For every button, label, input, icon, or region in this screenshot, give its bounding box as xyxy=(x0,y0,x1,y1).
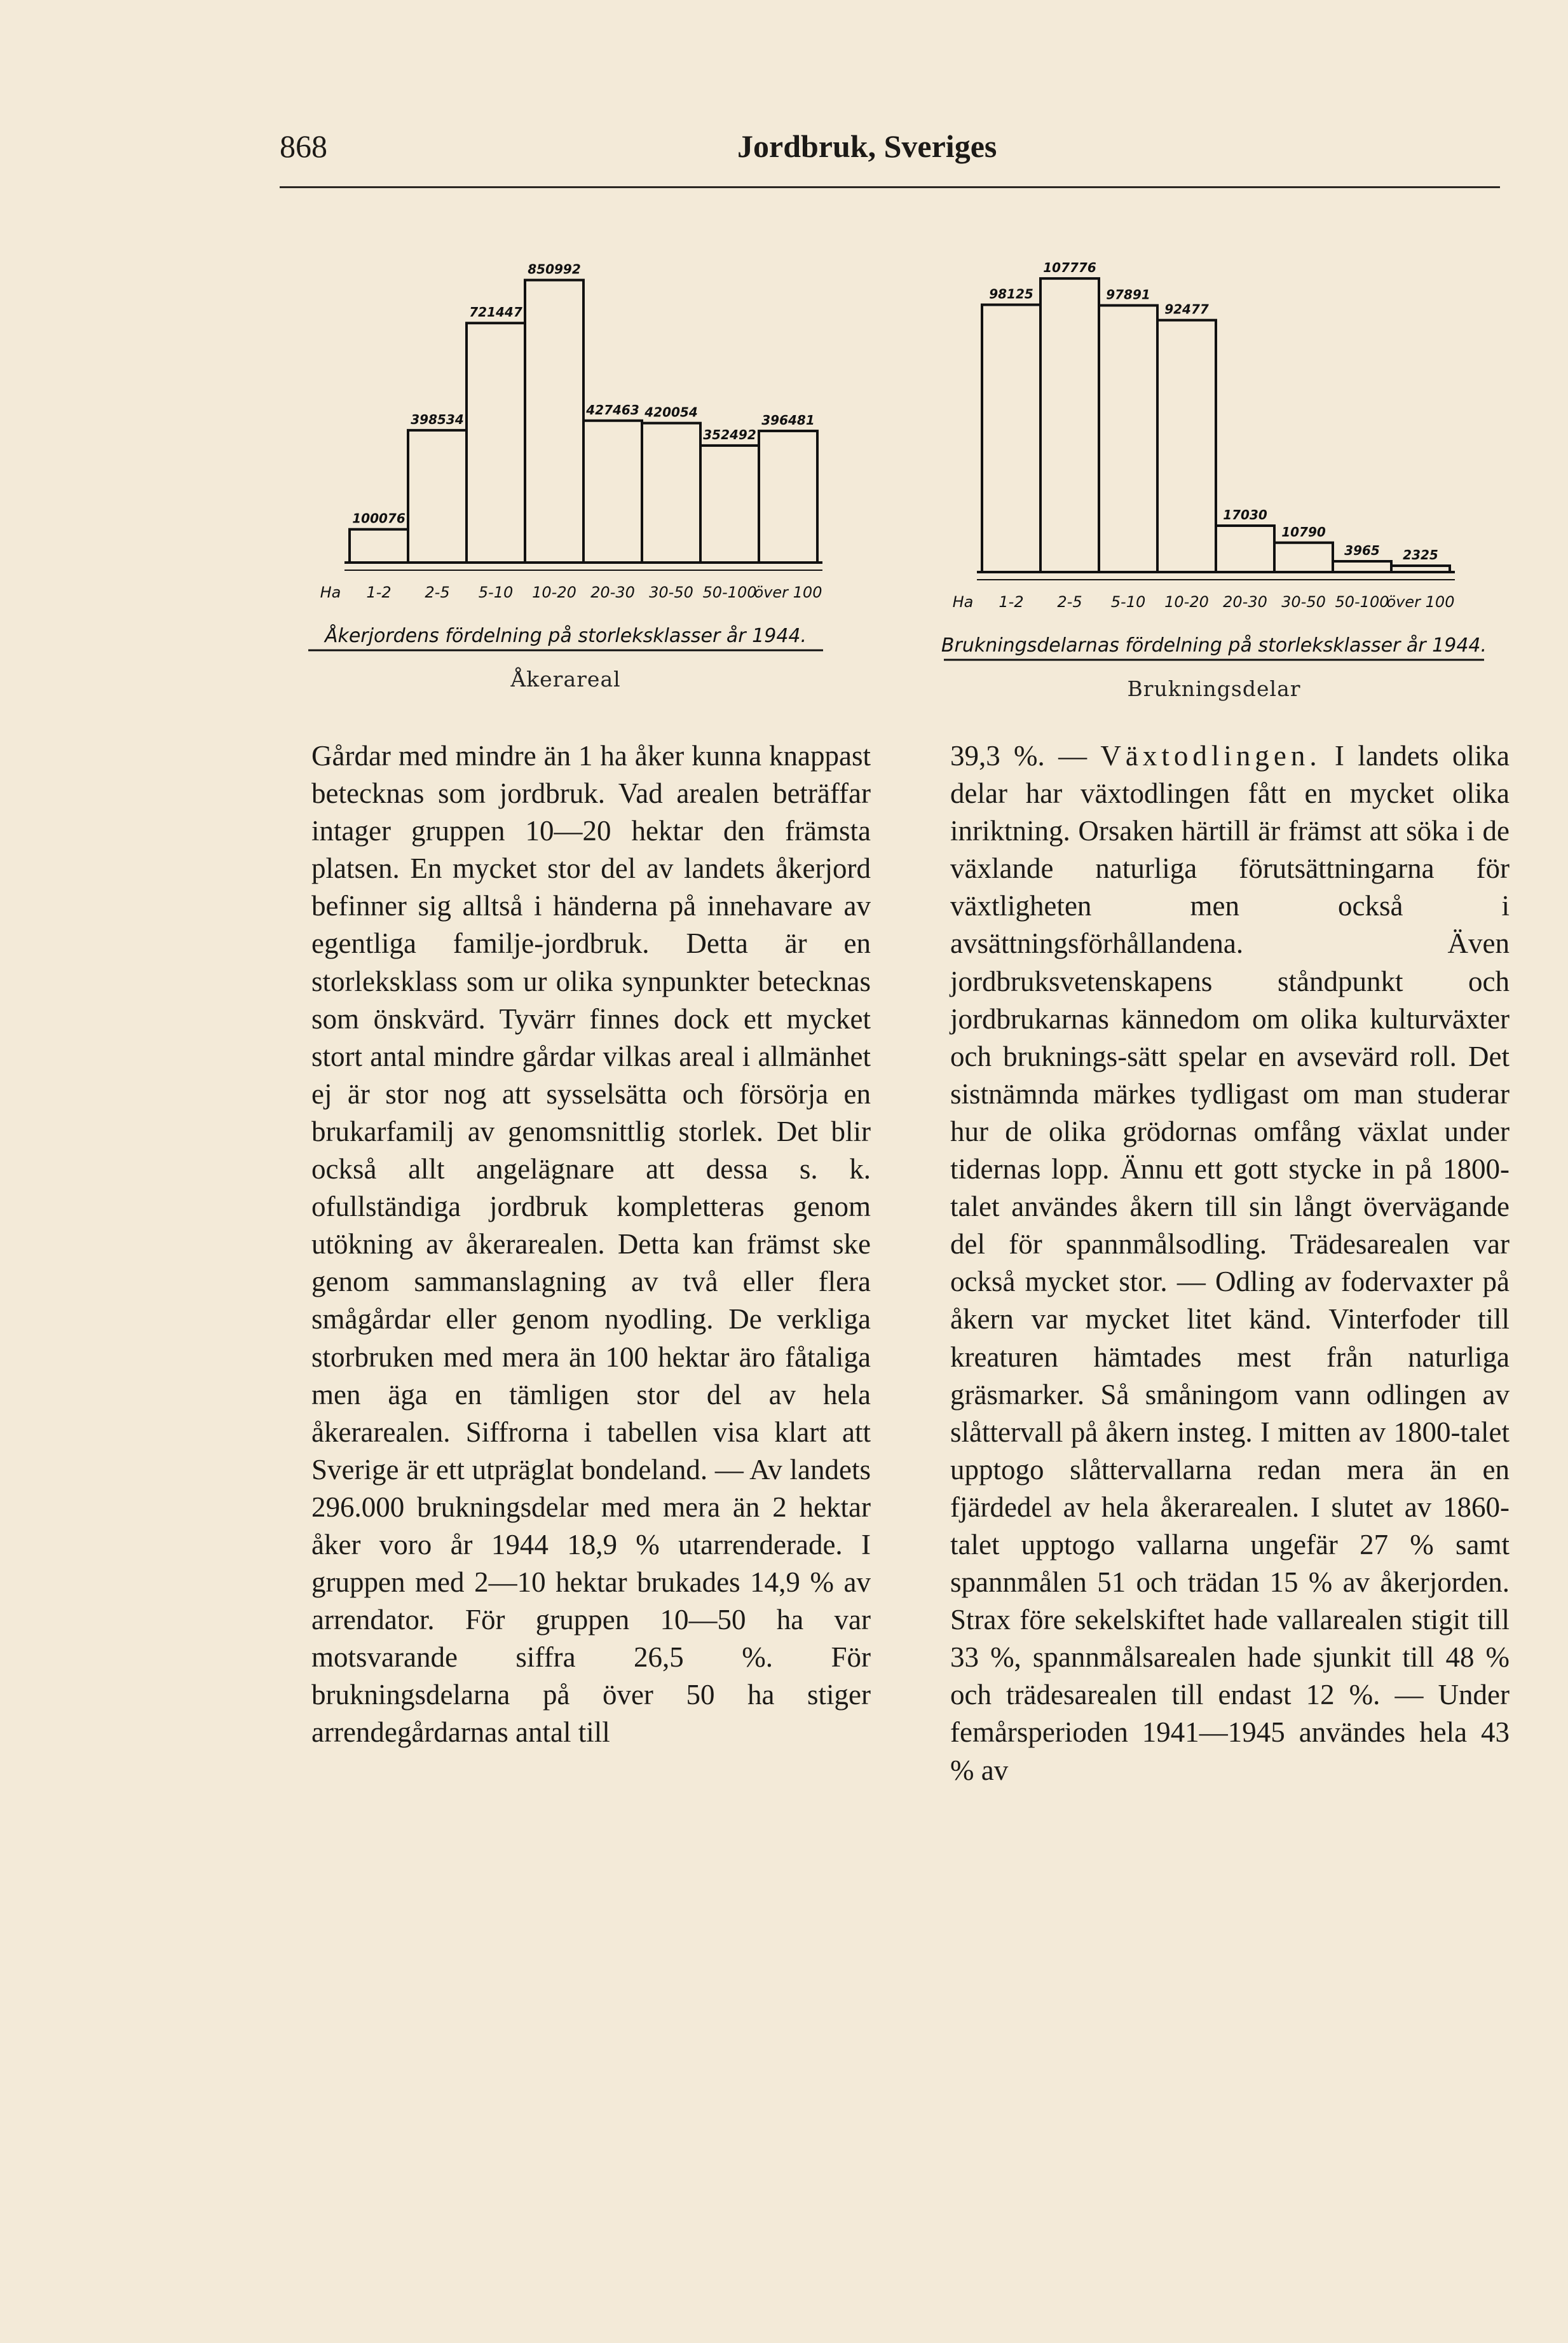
chart-bar xyxy=(1333,561,1391,572)
chart-bar xyxy=(642,423,700,563)
chart-bar xyxy=(982,304,1040,572)
chart-bar xyxy=(759,431,817,563)
chart-bar xyxy=(467,323,525,563)
bar-value-label: 107776 xyxy=(1043,260,1096,276)
header-rule xyxy=(280,186,1500,188)
text-column-left xyxy=(311,737,871,1752)
chart-bar xyxy=(350,529,408,563)
paragraph: Gårdar med mindre än 1 ha åker kunna knappast betecknas som jordbruk. Vad arealen beträffar intager gruppen 10—20 hektar den främsta platsen. En mycket stor del av landets åkerjord befinner sig alltså i händerna på innehavare av egentliga familje-jordbruk. Detta är en storleksklass som ur olika synpunkter betecknas som önskvärd. Tyvärr finnes dock ett mycket stort antal mindre gårdar vilkas areal i allmänhet ej är stor nog att sysselsätta och försörja en brukarfamilj av genomsnittlig storlek. Det blir också allt angelägnare att dessa s. k. ofullständiga jordbruk kompletteras genom utökning av åkerarealen. Detta kan främst ske genom sammanslagning av två eller flera smågårdar eller genom nyodling. De verkliga storbruken med mera än 100 hektar äro fåtaliga men äga en tämligen stor del av hela åkerarealen. Siffrorna i tabellen visa klart att Sverige är ett utpräglat bondeland. — Av landets 296.000 brukningsdelar med mera än 2 hektar åker voro år 1944 18,9 % utarrenderade. I gruppen med 2—10 hektar brukades 14,9 % av arrendator. För gruppen 10—50 ha var motsvarande siffra 26,5 %. För brukningsdelarna på över 50 ha stiger arrendegårdarnas antal till xyxy=(311,740,871,1749)
page-number: 868 xyxy=(280,128,327,164)
section-heading: Växtodlingen. xyxy=(1100,740,1321,772)
category-label: 5-10 xyxy=(1110,593,1146,611)
paragraph xyxy=(950,737,1510,1789)
category-label: 30-50 xyxy=(1281,593,1326,611)
chart-title: Brukningsdelarnas fördelning på storleksklasser år 1944. xyxy=(941,634,1487,657)
text-run: I landets olika delar har växtodlingen fått en mycket olika inriktning. Orsaken härtill är främst att söka i de växlande naturliga förutsättningarna för växtligheten men också i avsättningsförhållandena. Även jordbruksvetenskapens ståndpunkt och jordbrukarnas kännedom om olika kulturväxter och bruknings-sätt spelar en avsevärd roll. Det sistnämnda märkes tydligast om man studerar hur de olika grödornas omfång växlat under tidernas lopp. Ännu ett gott stycke in på 1800-talet användes åkern till sin långt övervägande del för spannmålsodling. Trädesarealen var också mycket stor. — Odling av fodervaxter på åkern var mycket litet känd. Vinterfoder till kreaturen hämtades mest från naturliga gräsmarker. Så småningom vann odlingen av slåttervall på åkern insteg. I mitten av 1800-talet upptogo slåttervallarna redan mera än en fjärdedel av hela åkerarealen. I slutet av 1860-talet upptogo vallarna ungefär 27 % samt spannmålen 51 och trädan 15 % av åkerjorden. Strax före sekelskiftet hade vallarealen stigit till 33 %, spannmålsarealen hade sjunkit till 48 % och trädesarealen till endast 12 %. — Under femårsperioden 1941—1945 användes hela 43 % av xyxy=(950,740,1510,1786)
bar-value-label: 3965 xyxy=(1344,543,1380,559)
chart-bar xyxy=(525,280,583,563)
bar-value-label: 100076 xyxy=(352,510,406,526)
chart-bar xyxy=(1157,320,1216,572)
text-column-right xyxy=(950,737,1510,1789)
chart-bar xyxy=(1274,543,1333,572)
bar-value-label: 2325 xyxy=(1403,547,1438,563)
chart-bar xyxy=(1040,278,1099,572)
chart-akerareal xyxy=(305,229,864,725)
chart-bar xyxy=(408,430,467,563)
chart-brukningsdelar xyxy=(934,229,1506,725)
bar-value-label: 352492 xyxy=(703,427,756,442)
bar-value-label: 10790 xyxy=(1281,524,1326,540)
category-label: 20-30 xyxy=(1223,593,1267,611)
category-label: 50-100 xyxy=(702,584,757,601)
category-label: 20-30 xyxy=(590,584,635,601)
bar-value-label: 721447 xyxy=(469,304,522,320)
chart-bar xyxy=(583,421,642,563)
bar-value-label: 92477 xyxy=(1164,301,1209,317)
chart-subtitle: Åkerareal xyxy=(510,667,621,692)
chart-bar xyxy=(1216,526,1274,572)
text-run: 39,3 %. — xyxy=(950,740,1101,772)
chart-bar xyxy=(1099,305,1157,572)
category-label: 2-5 xyxy=(425,584,450,601)
bar-value-label: 17030 xyxy=(1223,507,1267,523)
bar-value-label: 398534 xyxy=(411,411,464,427)
category-label: Ha xyxy=(952,593,974,611)
chart-bar xyxy=(700,446,759,563)
bar-value-label: 427463 xyxy=(586,402,639,418)
running-head: Jordbruk, Sveriges xyxy=(737,128,997,164)
bar-value-label: 97891 xyxy=(1106,287,1150,303)
category-label: 10-20 xyxy=(1164,593,1209,611)
category-label: 30-50 xyxy=(649,584,693,601)
category-label: över 100 xyxy=(1386,593,1455,611)
category-label: Ha xyxy=(320,584,341,601)
category-label: 50-100 xyxy=(1335,593,1389,611)
chart-title: Åkerjordens fördelning på storleksklasser år 1944. xyxy=(324,625,807,647)
bar-value-label: 420054 xyxy=(644,404,698,420)
category-label: 10-20 xyxy=(532,584,576,601)
category-label: över 100 xyxy=(754,584,822,601)
bar-value-label: 98125 xyxy=(989,286,1033,302)
category-label: 1-2 xyxy=(366,584,392,601)
bar-value-label: 396481 xyxy=(761,412,815,428)
category-label: 1-2 xyxy=(999,593,1024,611)
category-label: 2-5 xyxy=(1057,593,1082,611)
category-label: 5-10 xyxy=(478,584,514,601)
bar-value-label: 850992 xyxy=(528,261,581,277)
chart-subtitle: Brukningsdelar xyxy=(1127,676,1301,701)
chart-bar xyxy=(1391,566,1450,572)
